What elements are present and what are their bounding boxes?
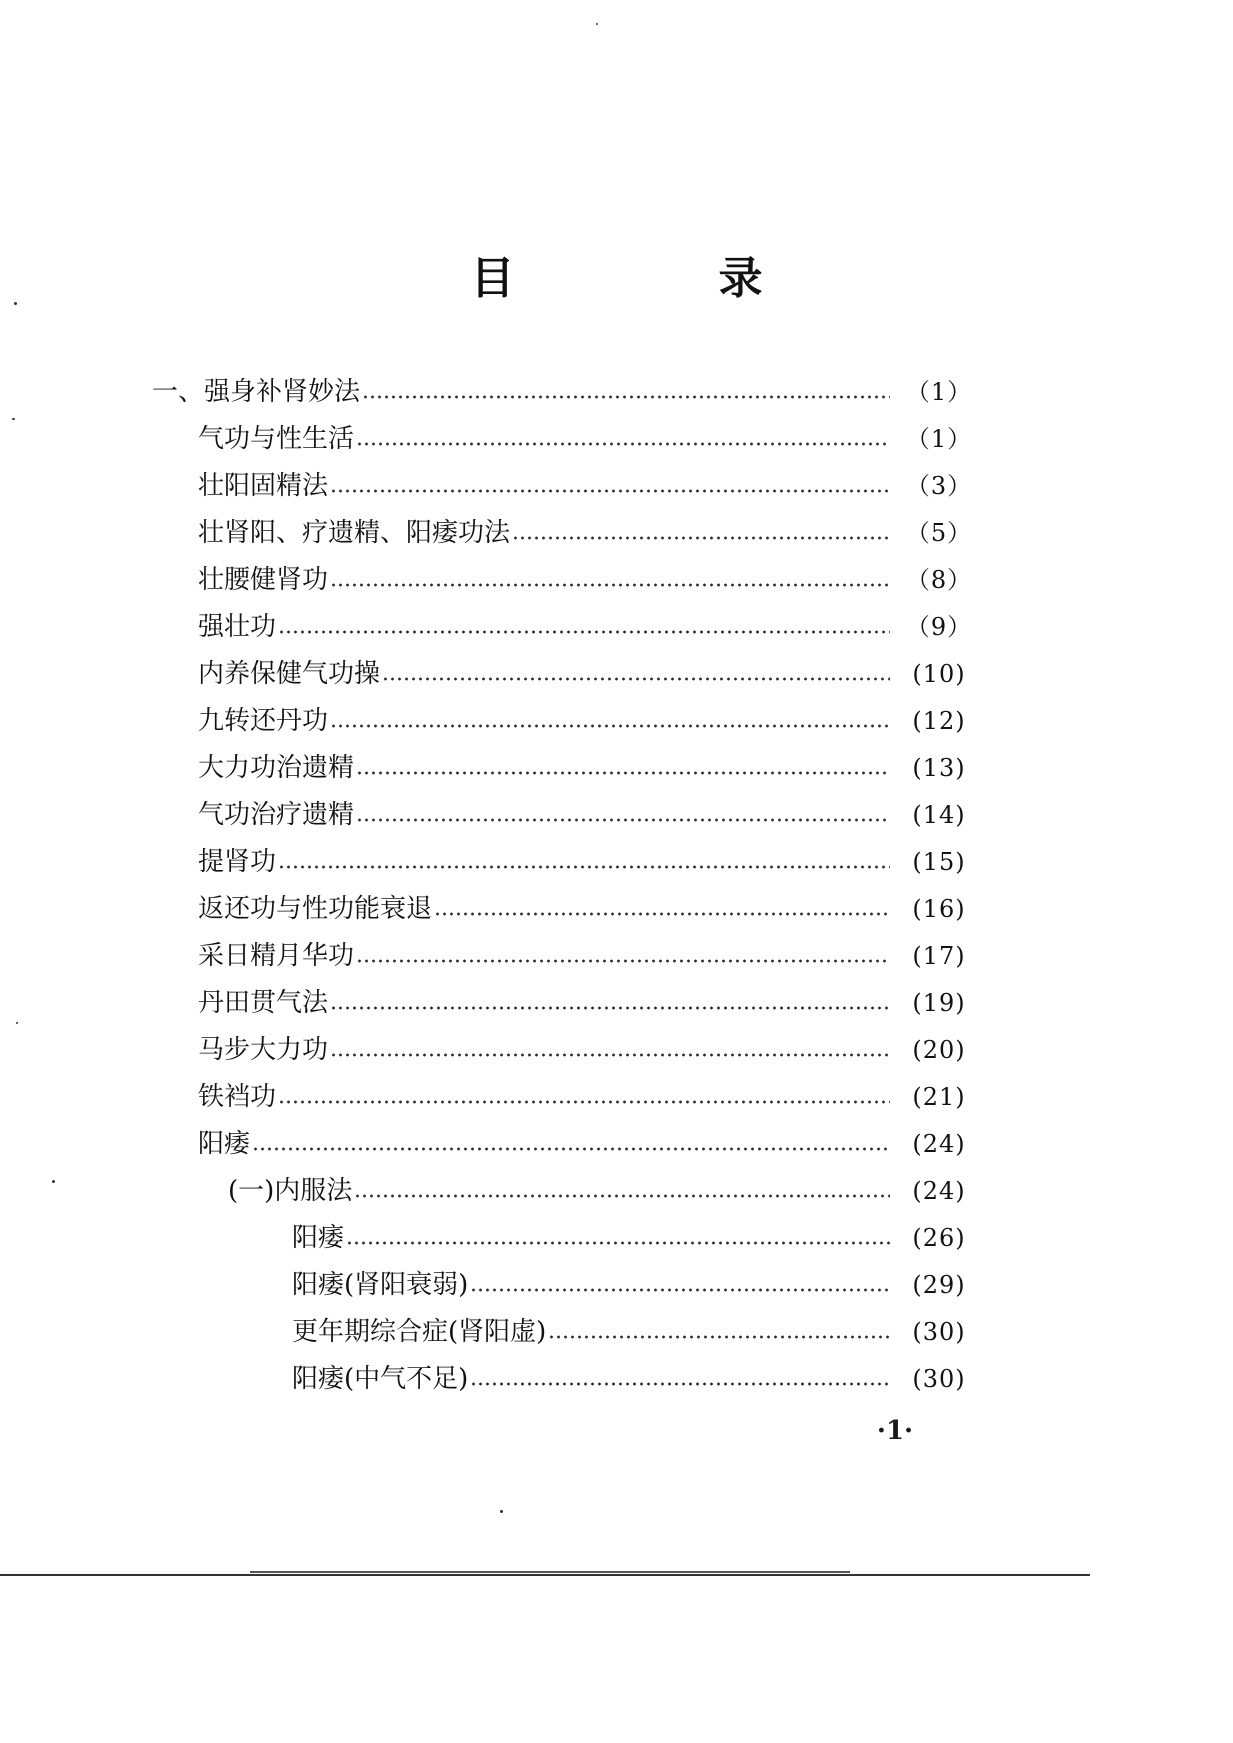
toc-entry-page: (10) xyxy=(912,660,966,688)
toc-entry[interactable] xyxy=(198,701,974,741)
toc-entry-page: （5） xyxy=(905,519,973,547)
dot-leader xyxy=(330,724,890,728)
toc-entry-page: （1） xyxy=(905,425,973,453)
toc-entry-page: (17) xyxy=(912,942,966,970)
toc-entry-label: 壮腰健肾功 xyxy=(198,565,329,595)
dot-leader xyxy=(470,1382,890,1386)
toc-entry-page: (24) xyxy=(912,1130,966,1158)
toc-entry-label: 壮肾阳、疗遗精、阳痿功法 xyxy=(198,518,511,548)
toc-entry-page: (16) xyxy=(912,895,966,923)
toc-entry-label: 更年期综合症(肾阳虚) xyxy=(292,1317,547,1347)
page-title: 目 录 xyxy=(470,253,843,304)
toc-entry[interactable] xyxy=(198,466,974,506)
toc-entry-page: (21) xyxy=(912,1083,966,1111)
dot-leader xyxy=(330,1006,890,1010)
toc-entry-label: 大力功治遗精 xyxy=(198,753,355,783)
scan-speck xyxy=(12,418,15,420)
page-number: ·1· xyxy=(876,1416,914,1446)
toc-entry[interactable] xyxy=(198,842,974,882)
toc-entry[interactable] xyxy=(198,795,974,835)
dot-leader xyxy=(278,630,890,634)
toc-entry-label: 丹田贯气法 xyxy=(198,988,329,1018)
dot-leader xyxy=(346,1241,890,1245)
dot-leader xyxy=(356,771,890,775)
toc-entry-label: 马步大力功 xyxy=(198,1035,329,1065)
toc-entry[interactable] xyxy=(198,1077,974,1117)
scan-speck xyxy=(596,23,598,25)
dot-leader xyxy=(434,912,890,916)
toc-entry-label: 内养保健气功操 xyxy=(198,659,381,689)
toc-entry[interactable] xyxy=(198,654,974,694)
toc-entry-label: (一)内服法 xyxy=(228,1176,353,1206)
dot-leader xyxy=(356,959,890,963)
toc-entry-page: (26) xyxy=(912,1224,966,1252)
bottom-rule-overlay xyxy=(250,1571,850,1573)
toc-entry[interactable] xyxy=(198,1124,974,1164)
toc-entry[interactable] xyxy=(198,560,974,600)
toc-entry-page: (29) xyxy=(912,1271,966,1299)
toc-entry[interactable] xyxy=(198,513,974,553)
dot-leader xyxy=(330,489,890,493)
dot-leader xyxy=(278,865,890,869)
dot-leader xyxy=(548,1335,890,1339)
toc-entry-page: (30) xyxy=(912,1318,966,1346)
scan-speck xyxy=(14,302,17,305)
dot-leader xyxy=(362,395,890,399)
dot-leader xyxy=(356,442,890,446)
toc-entry[interactable] xyxy=(292,1265,974,1305)
scan-speck xyxy=(52,1180,55,1183)
toc-entry-label: 铁裆功 xyxy=(198,1082,277,1112)
toc-entry-page: (14) xyxy=(912,801,966,829)
dot-leader xyxy=(354,1194,890,1198)
dot-leader xyxy=(356,818,890,822)
toc-entry-label: 阳痿(肾阳衰弱) xyxy=(292,1270,469,1300)
toc-entry-label: 阳痿(中气不足) xyxy=(292,1364,469,1394)
toc-entry[interactable] xyxy=(198,748,974,788)
toc-entry-label: 阳痿 xyxy=(292,1223,345,1253)
toc-entry[interactable] xyxy=(292,1218,974,1258)
toc-entry[interactable] xyxy=(198,889,974,929)
toc-entry-label: 采日精月华功 xyxy=(198,941,355,971)
bottom-rule xyxy=(0,1574,1090,1576)
toc-entry-label: 返还功与性功能衰退 xyxy=(198,894,433,924)
dot-leader xyxy=(330,1053,890,1057)
scan-speck xyxy=(16,1022,18,1024)
scan-speck xyxy=(500,1510,503,1513)
toc-entry[interactable] xyxy=(292,1312,974,1352)
toc-entry-page: (15) xyxy=(912,848,966,876)
toc-entry-page: (20) xyxy=(912,1036,966,1064)
toc-entry-label: 一、强身补肾妙法 xyxy=(152,377,361,407)
dot-leader xyxy=(330,583,890,587)
toc-entry[interactable] xyxy=(198,419,974,459)
toc-entry[interactable] xyxy=(198,936,974,976)
toc-entry-label: 阳痿 xyxy=(198,1129,251,1159)
toc-entry-page: （3） xyxy=(905,472,973,500)
dot-leader xyxy=(512,536,890,540)
toc-entry-label: 九转还丹功 xyxy=(198,706,329,736)
toc-entry-label: 气功与性生活 xyxy=(198,424,355,454)
dot-leader xyxy=(470,1288,890,1292)
toc-entry-page: (30) xyxy=(912,1365,966,1393)
toc-entry-page: (24) xyxy=(912,1177,966,1205)
toc-entry-page: （1） xyxy=(905,378,973,406)
toc-entry[interactable] xyxy=(198,983,974,1023)
dot-leader xyxy=(382,677,890,681)
toc-entry-page: (12) xyxy=(912,707,966,735)
toc-entry[interactable] xyxy=(198,607,974,647)
toc-entry[interactable] xyxy=(228,1171,974,1211)
toc-entry-page: （8） xyxy=(905,566,973,594)
toc-entry-page: (19) xyxy=(912,989,966,1017)
toc-entry-label: 气功治疗遗精 xyxy=(198,800,355,830)
dot-leader xyxy=(278,1100,890,1104)
dot-leader xyxy=(252,1147,890,1151)
toc-entry-label: 强壮功 xyxy=(198,612,277,642)
toc-entry-page: （9） xyxy=(905,613,973,641)
toc-entry[interactable] xyxy=(292,1359,974,1399)
toc-entry-page: (13) xyxy=(912,754,966,782)
toc-entry-label: 提肾功 xyxy=(198,847,277,877)
toc-entry[interactable] xyxy=(152,372,974,412)
toc-entry[interactable] xyxy=(198,1030,974,1070)
toc-entry-label: 壮阳固精法 xyxy=(198,471,329,501)
